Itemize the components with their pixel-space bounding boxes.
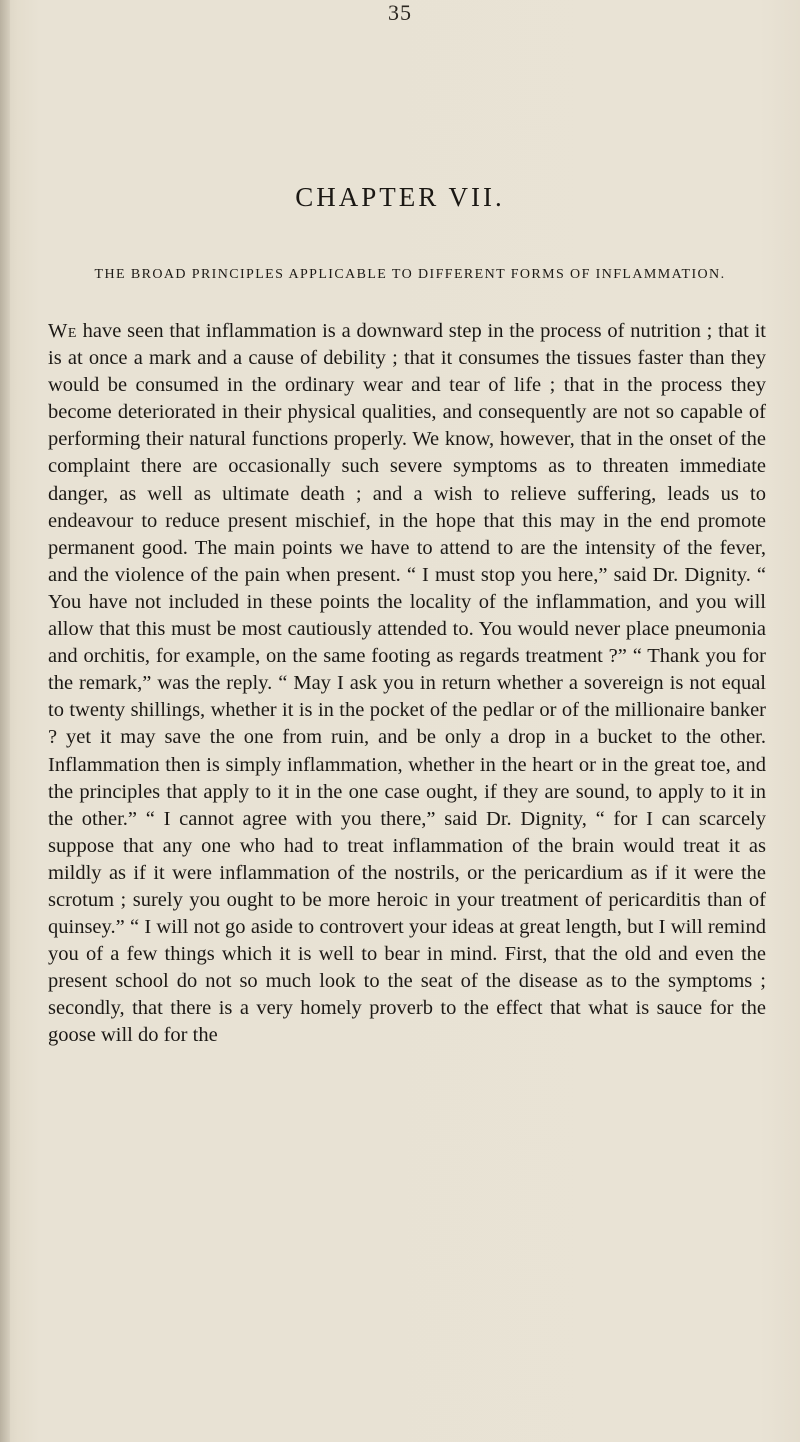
paragraph-text: have seen that inflammation is a downward step in the process of nutrition ; that it is at once a mark and a cause of debility ; that it consumes the tissues faster than they would be consumed in the ordinary wear and tear of life ; that in the process they become deteriorated in their physical qualities, and consequently are not so capable of performing their natural functions properly. We know, however, that in the onset of the complaint there are occasionally such severe symptoms as to threaten immediate danger, as well as ultimate death ; and a wish to relieve suffering, leads us to endeavour to reduce present mischief, in the hope that this may in the end promote permanent good. The main points we have to attend to are the intensity of the fever, and the violence of the pain when present. “ I must stop you here,” said Dr. Dignity. “ You have not included in these points the locality of the inflammation, and you will allow that this must be most cautiously attended to. You would never place pneumonia and orchitis, for example, on the same footing as regards treatment ?” “ Thank you for the remark,” was the reply. “ May I ask you in return whether a sovereign is not equal to twenty shillings, whether it is in the pocket of the pedlar or of the millionaire banker ? yet it may save the one from ruin, and be only a drop in a bucket to the other. Inflammation then is simply inflammation, whether in the heart or in the great toe, and the principles that apply to it in the one case ought, if they are sound, to apply to it in the other.” “ I cannot agree with you there,” said Dr. Dignity, “ for I can scarcely suppose that any one who had to treat inflammation of the brain would treat it as mildly as if it were inflammation of the nostrils, or the pericardium as if it were the scrotum ; surely you ought to be more heroic in your treatment of pericarditis than of quinsey.” “ I will not go aside to controvert your ideas at great length, but I will remind you of a few things which it is well to bear in mind. First, that the old and even the present school do not so much look to the seat of the disease as to the symptoms ; secondly, that there is a very homely proverb to the effect that what is sauce for the goose will do for the <box>48 320 766 1047</box>
body-paragraph <box>48 318 766 1050</box>
page-number: 35 <box>388 0 412 25</box>
chapter-title: CHAPTER VII. <box>295 182 505 212</box>
page-binding-edge <box>0 0 10 1442</box>
chapter-subtitle: THE BROAD PRINCIPLES APPLICABLE TO DIFFERENT FORMS OF INFLAMMATION. <box>94 267 726 282</box>
lead-word: We <box>48 320 77 342</box>
